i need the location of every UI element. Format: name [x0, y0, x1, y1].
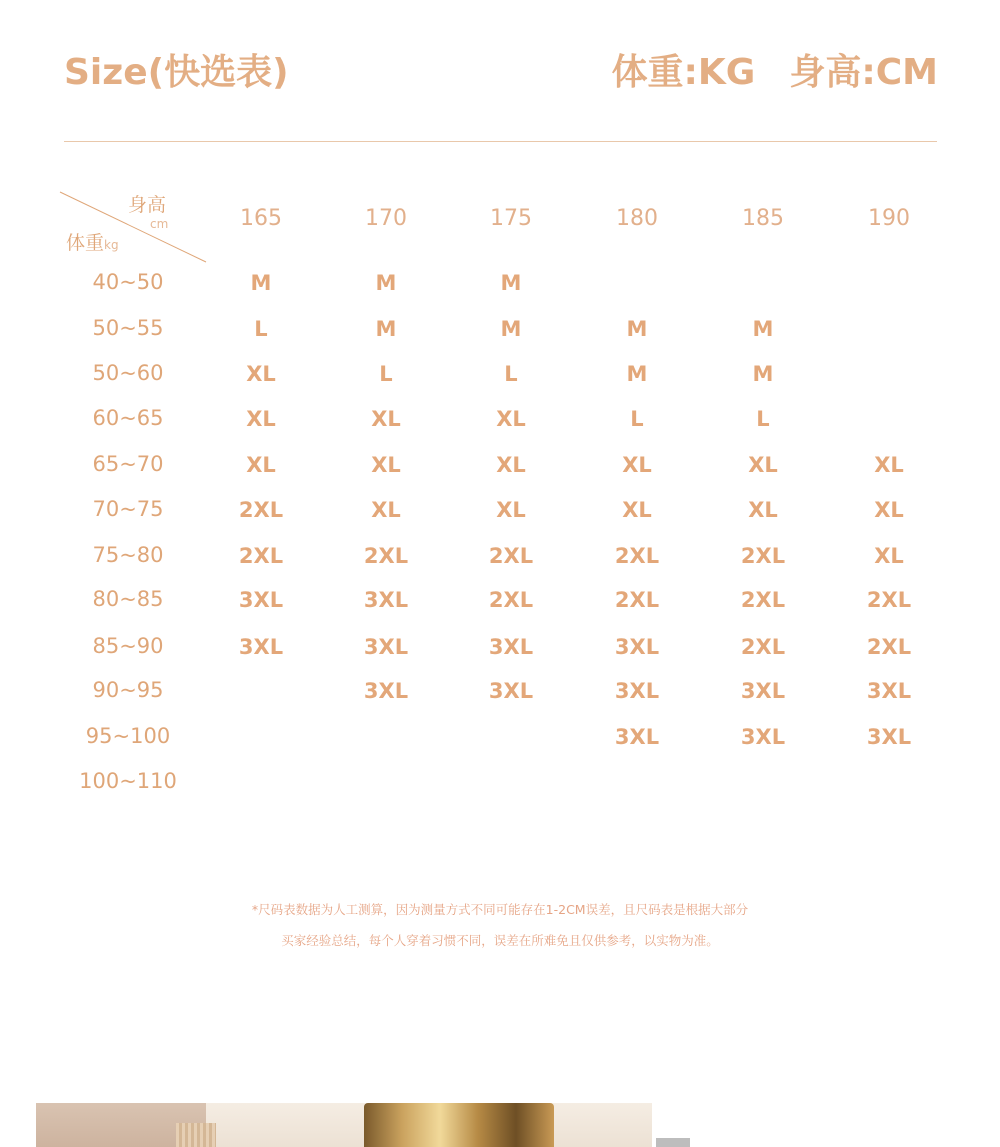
size-cell: XL: [874, 544, 904, 568]
weight-row-header: 40~50: [92, 270, 164, 294]
size-cell: 3XL: [740, 725, 786, 749]
size-cell: 3XL: [866, 725, 912, 749]
size-cell: M: [626, 362, 648, 386]
size-cell: 2XL: [363, 544, 409, 568]
size-cell: XL: [874, 498, 904, 522]
size-cell: M: [752, 362, 774, 386]
size-cell: 2XL: [488, 544, 534, 568]
note-line-2: 买家经验总结，每个人穿着习惯不同，误差在所难免且仅供参考，以实物为准。: [281, 933, 719, 948]
note-line-1: *尺码表数据为人工测算，因为测量方式不同可能存在1-2CM误差，且尺码表是根据大部分: [251, 902, 749, 917]
corner-height-unit: cm: [150, 217, 169, 231]
size-cell: 2XL: [614, 588, 660, 612]
size-cell: 2XL: [866, 635, 912, 659]
header-divider: [64, 141, 937, 142]
weight-row-header: 85~90: [92, 634, 164, 658]
weight-row-header: 75~80: [92, 543, 164, 567]
size-cell: M: [375, 317, 397, 341]
size-cell: 3XL: [363, 635, 409, 659]
size-cell: 2XL: [866, 588, 912, 612]
weight-row-header: 60~65: [92, 406, 164, 430]
unit-legend: [612, 44, 939, 95]
size-cell: 3XL: [488, 635, 534, 659]
size-cell: L: [630, 407, 644, 431]
size-cell: 2XL: [238, 544, 284, 568]
size-cell: XL: [371, 407, 401, 431]
size-cell: L: [504, 362, 518, 386]
weight-row-header: 90~95: [92, 678, 164, 702]
size-cell: 3XL: [238, 588, 284, 612]
size-cell: 3XL: [866, 679, 912, 703]
size-cell: 3XL: [363, 588, 409, 612]
size-cell: M: [626, 317, 648, 341]
size-cell: 2XL: [740, 588, 786, 612]
size-cell: XL: [874, 453, 904, 477]
size-cell: XL: [496, 453, 526, 477]
weight-row-header: 65~70: [92, 452, 164, 476]
size-cell: 3XL: [238, 635, 284, 659]
size-cell: 2XL: [740, 635, 786, 659]
corner-weight-unit: kg: [104, 238, 119, 252]
size-cell: 3XL: [488, 679, 534, 703]
corner-weight-label: 体重: [66, 232, 105, 254]
size-cell: 3XL: [363, 679, 409, 703]
size-cell: XL: [622, 453, 652, 477]
weight-row-header: 95~100: [85, 724, 171, 748]
photo-side-chip: [656, 1138, 690, 1147]
size-cell: L: [379, 362, 393, 386]
size-cell: M: [500, 317, 522, 341]
corner-weight-label-wrap: [66, 228, 119, 255]
size-cell: XL: [246, 362, 276, 386]
size-cell: 2XL: [488, 588, 534, 612]
size-cell: M: [500, 271, 522, 295]
photo-perfume-bottle: [364, 1103, 554, 1147]
page-title: Size(快选表): [64, 52, 289, 93]
size-cell: L: [254, 317, 268, 341]
corner-height-label: 身高: [128, 194, 167, 216]
size-cell: L: [756, 407, 770, 431]
size-cell: 2XL: [614, 544, 660, 568]
size-cell: XL: [371, 453, 401, 477]
height-unit-label: 身高:CM: [789, 52, 938, 93]
size-cell: XL: [622, 498, 652, 522]
size-cell: XL: [496, 498, 526, 522]
weight-row-header: 100~110: [79, 769, 177, 793]
size-cell: 3XL: [614, 725, 660, 749]
size-cell: 3XL: [614, 679, 660, 703]
size-cell: XL: [748, 498, 778, 522]
height-column-header: 175: [490, 206, 532, 231]
weight-row-header: 70~75: [92, 497, 164, 521]
weight-row-header: 50~55: [92, 316, 164, 340]
size-cell: 2XL: [238, 498, 284, 522]
size-cell: XL: [496, 407, 526, 431]
height-column-header: 165: [240, 206, 282, 231]
height-column-header: 170: [365, 206, 407, 231]
table-corner-header: [58, 190, 208, 264]
weight-unit-label: 体重:KG: [611, 52, 756, 93]
size-cell: M: [752, 317, 774, 341]
size-cell: 3XL: [614, 635, 660, 659]
size-cell: M: [250, 271, 272, 295]
weight-row-header: 80~85: [92, 587, 164, 611]
height-column-header: 185: [742, 206, 784, 231]
size-cell: XL: [748, 453, 778, 477]
size-cell: 2XL: [740, 544, 786, 568]
size-cell: XL: [246, 407, 276, 431]
height-column-header: 180: [616, 206, 658, 231]
size-cell: 3XL: [740, 679, 786, 703]
weight-row-header: 50~60: [92, 361, 164, 385]
photo-tube: [176, 1123, 216, 1147]
product-photo: [36, 1103, 652, 1147]
size-cell: XL: [371, 498, 401, 522]
size-cell: M: [375, 271, 397, 295]
height-column-header: 190: [868, 206, 910, 231]
size-cell: XL: [246, 453, 276, 477]
